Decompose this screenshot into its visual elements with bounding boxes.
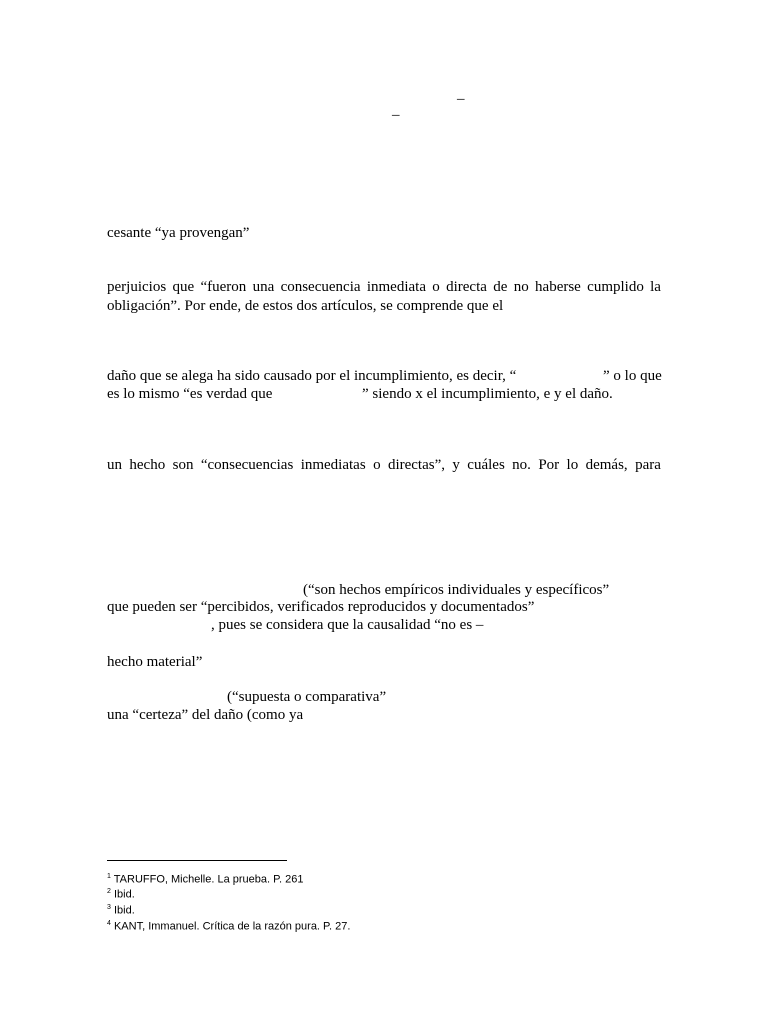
word: hecho [129, 457, 166, 473]
word: para [635, 457, 661, 473]
word: o [373, 457, 381, 473]
word: haberse [535, 279, 581, 295]
word: “fueron [200, 279, 247, 295]
word: inmediatas [300, 457, 366, 473]
word: no [513, 279, 529, 295]
text-line: hecho material” [107, 654, 203, 670]
text-line: (“supuesta o comparativa” [227, 689, 387, 705]
text-line: que pueden ser “percibidos, verificados reproducidos y documentados” [107, 599, 535, 615]
footnote-marker: 3 [107, 904, 111, 911]
footnote-marker: 4 [107, 920, 111, 927]
word: son [172, 457, 194, 473]
text-line: (“son hechos empíricos individuales y específicos” [303, 582, 610, 598]
word: directas”, [387, 457, 446, 473]
word: y [452, 457, 460, 473]
footnote [107, 916, 350, 935]
text-line: ” o lo que [603, 368, 662, 384]
word: perjuicios [107, 279, 167, 295]
footnote-text: Ibid. [110, 904, 135, 917]
text-line: una “certeza” del daño (como ya [107, 707, 304, 723]
word: o [432, 279, 440, 295]
word: consecuencia [280, 279, 361, 295]
word: de [493, 279, 508, 295]
footnote-text: KANT, Immanuel. Crítica de la razón pura. P. 27. [110, 920, 351, 933]
word: lo [566, 457, 579, 473]
word: no. [512, 457, 531, 473]
word: un [107, 457, 122, 473]
text-line: es lo mismo “es verdad que [107, 386, 273, 402]
text-line: obligación”. Por ende, de estos dos artículos, se comprende que el [107, 298, 504, 314]
word: inmediata [366, 279, 426, 295]
footnote [107, 869, 304, 888]
text-line: , pues se considera que la causalidad “no es – [211, 617, 484, 633]
text-line: cesante “ya provengan” [107, 225, 250, 241]
word: cuáles [467, 457, 505, 473]
header-dash: – [392, 107, 400, 123]
footnote-separator [107, 860, 287, 861]
word: “consecuencias [200, 457, 294, 473]
footnote-text: Ibid. [110, 888, 135, 901]
word: la [650, 279, 661, 295]
word: cumplido [587, 279, 644, 295]
paragraph-justified-line [107, 457, 661, 474]
footnote-marker: 1 [107, 873, 111, 880]
paragraph-justified-line [107, 279, 661, 296]
word: demás, [585, 457, 628, 473]
word: una [252, 279, 275, 295]
text-line: ” siendo x el incumplimiento, e y el daño. [362, 386, 613, 402]
word: directa [446, 279, 487, 295]
footnote-text: TARUFFO, Michelle. La prueba. P. 261 [110, 873, 304, 886]
footnote-marker: 2 [107, 888, 111, 895]
header-dash: – [457, 91, 465, 107]
text-line: daño que se alega ha sido causado por el incumplimiento, es decir, “ [107, 368, 517, 384]
word: que [172, 279, 195, 295]
word: Por [538, 457, 560, 473]
